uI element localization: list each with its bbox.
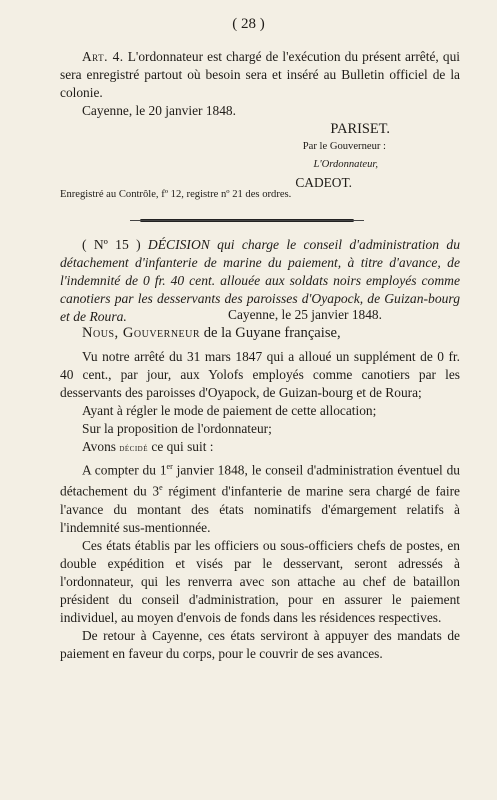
- vu-paragraph: Vu notre arrêté du 31 mars 1847 qui a alloué un supplément de 0 fr. 40 cent., par jour, aux Yolofs employés comme canotiers par les desservants des paroisses d'Oyapock, de Guizan-bourg et de Roura;: [60, 349, 460, 400]
- separator-rule: [140, 219, 354, 222]
- ordonnateur-title: L'Ordonnateur,: [313, 159, 378, 170]
- article-paragraph-3: De retour à Cayenne, ces états serviront à appuyer des mandats de paiement en faveur du corps, pour le couvrir de ses avances.: [60, 627, 460, 661]
- sur-line: Sur la proposition de l'ordonnateur;: [82, 421, 272, 436]
- ayant-line: Ayant à régler le mode de paiement de cette allocation;: [82, 403, 377, 418]
- page-number: ( 28 ): [232, 16, 265, 32]
- registry-note: Enregistré au Contrôle, fº 12, registre nº 21 des ordres.: [60, 189, 292, 200]
- nous-line: [60, 324, 460, 342]
- article-paragraph-2: Ces états établis par les officiers ou sous-officiers chefs de postes, en double expédition et visés par le desservant, seront adressés à l'ordonnateur, qui les renverra avec son attache au chef de bataillon président du conseil d'administration, pour en assurer le paiement individuel, au moyen d'envois de fonds dans les résidences respectives.: [60, 537, 460, 625]
- article-text: L'ordonnateur est chargé de l'exécution du présent arrêté, qui sera enregistré partout où besoin sera et inséré au Bulletin officiel de la colonie.: [60, 49, 460, 100]
- signature-block-1: [60, 102, 460, 192]
- article-paragraph-1: A compter du 1er janvier 1848, le conseil d'administration éventuel du détachement du 3e régiment d'infanterie de marine sera chargé de faire l'avance du montant des états nominatifs d'émargement relatifs à l'indemnité sus-mentionnée.: [60, 462, 461, 535]
- article-4: [60, 48, 460, 102]
- ordonnateur-name: CADEOT.: [295, 175, 352, 190]
- par-le-gouverneur: Par le Gouverneur :: [302, 141, 386, 152]
- decision-body: [60, 306, 460, 663]
- decision-title: DÉCISION qui charge le conseil d'administration du détachement d'infanterie de marine du paiement, à titre d'avance, de l'indemnité de 0 fr. 40 cent. allouée aux soldats noirs employés comme canotiers par les desservants des paroisses d'Oyapock, de Guizan-bourg et de Roura.: [60, 237, 460, 324]
- article-label: Art. 4.: [82, 49, 124, 64]
- nous-rest: de la Guyane française,: [203, 325, 341, 341]
- governor-name: PARISET.: [330, 121, 390, 137]
- date-line-1: Cayenne, le 20 janvier 1848.: [82, 103, 236, 118]
- avons-line: Avons décidé ce qui suit :: [82, 439, 214, 454]
- nous-gouverneur: Nous, Gouverneur: [82, 325, 201, 341]
- decision-date: Cayenne, le 25 janvier 1848.: [228, 307, 382, 322]
- decision-number: ( Nº 15 ): [82, 237, 141, 252]
